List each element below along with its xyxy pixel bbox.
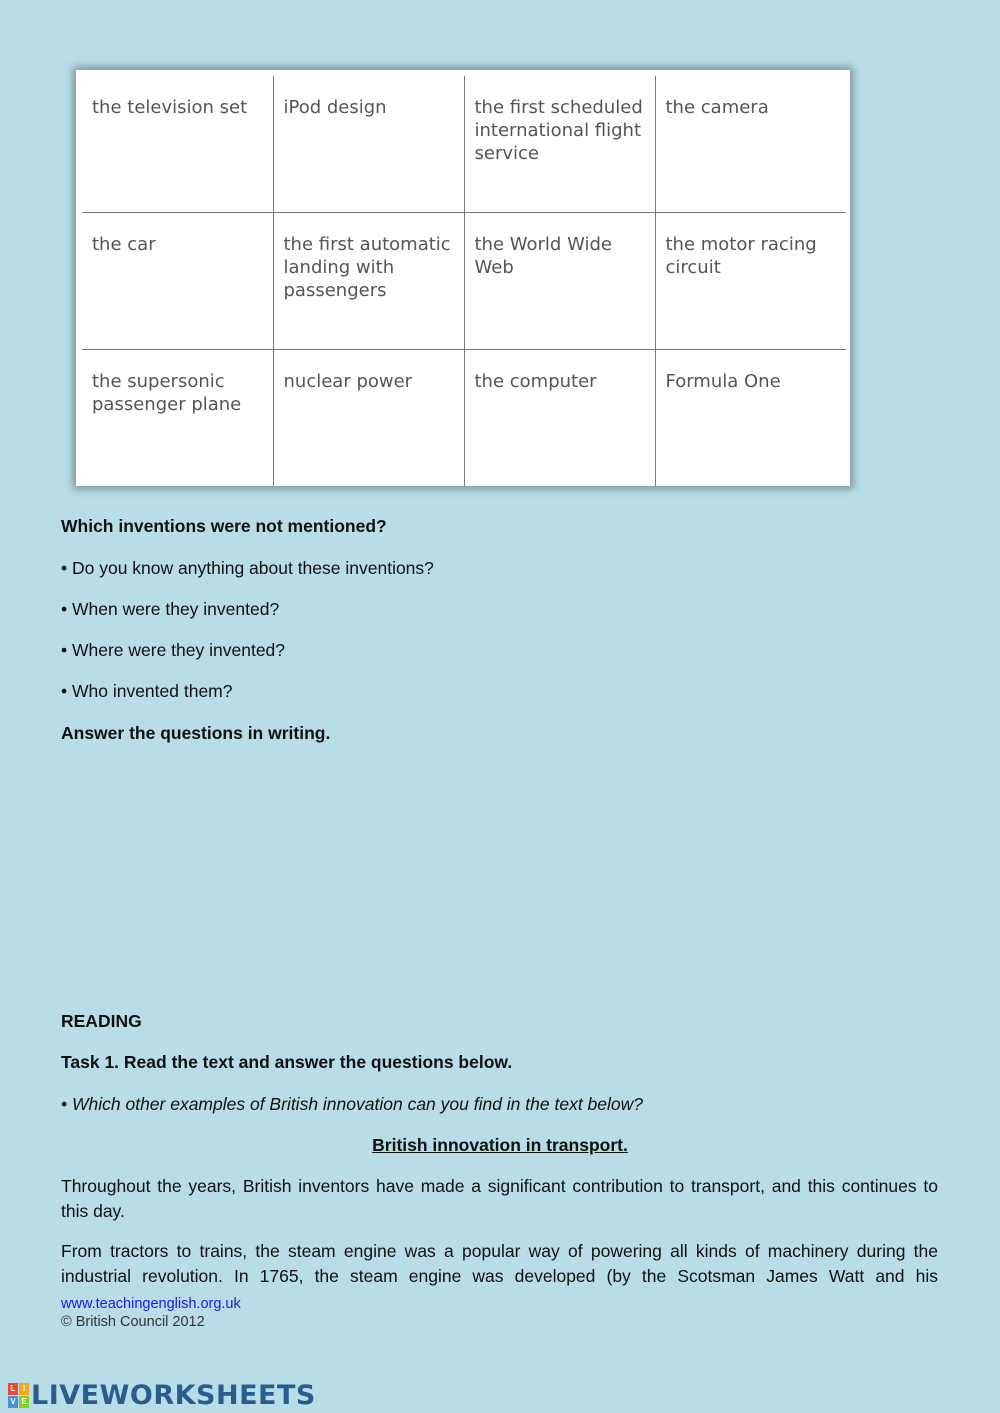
table-cell: iPod design — [273, 76, 464, 213]
task-prompt: • Which other examples of British innovation can you find in the text below? — [61, 1094, 643, 1114]
logo-letter: I — [19, 1383, 29, 1395]
question-bullet: • Who invented them? — [61, 681, 233, 701]
table-cell: the first automatic landing with passengers — [273, 213, 464, 350]
table-cell: the World Wide Web — [464, 213, 655, 350]
question-bullet: • When were they invented? — [61, 599, 280, 619]
inventions-table — [82, 76, 846, 486]
article-title: British innovation in transport. — [372, 1135, 628, 1155]
logo-letter: E — [19, 1396, 29, 1408]
table-cell: the camera — [655, 76, 846, 213]
table-cell: the computer — [464, 350, 655, 487]
table-cell: the first scheduled international flight service — [464, 76, 655, 213]
task-heading: Task 1. Read the text and answer the questions below. — [61, 1052, 513, 1072]
table-cell: the supersonic passenger plane — [82, 350, 273, 487]
inventions-table-card — [76, 70, 850, 486]
table-cell: the car — [82, 213, 273, 350]
questions-heading: Which inventions were not mentioned? — [61, 516, 387, 536]
table-cell: the motor racing circuit — [655, 213, 846, 350]
table-row — [82, 350, 846, 487]
article-paragraph: From tractors to trains, the steam engine was a popular way of powering all kinds of machinery during the industrial revolution. In 1765, the steam engine was developed (by the Scotsman James Watt and his — [61, 1241, 938, 1286]
table-cell: the television set — [82, 76, 273, 213]
teachingenglish-link[interactable]: www.teachingenglish.org.uk — [61, 1296, 241, 1312]
article-paragraph: Throughout the years, British inventors have made a significant contribution to transport, and this continues to this day. — [61, 1176, 938, 1221]
logo-text: LIVEWORKSHEETS — [31, 1380, 316, 1411]
questions-instruction: Answer the questions in writing. — [61, 723, 331, 743]
table-row — [82, 213, 846, 350]
liveworksheets-logo[interactable] — [8, 1380, 316, 1411]
table-row — [82, 76, 846, 213]
table-cell: nuclear power — [273, 350, 464, 487]
logo-letter: V — [8, 1396, 18, 1408]
question-bullet: • Where were they invented? — [61, 640, 286, 660]
question-bullet: • Do you know anything about these inventions? — [61, 558, 434, 578]
reading-heading: READING — [61, 1011, 142, 1031]
logo-mark-icon — [8, 1383, 29, 1408]
table-cell: Formula One — [655, 350, 846, 487]
copyright-text: © British Council 2012 — [61, 1314, 205, 1330]
logo-letter: L — [8, 1383, 18, 1395]
